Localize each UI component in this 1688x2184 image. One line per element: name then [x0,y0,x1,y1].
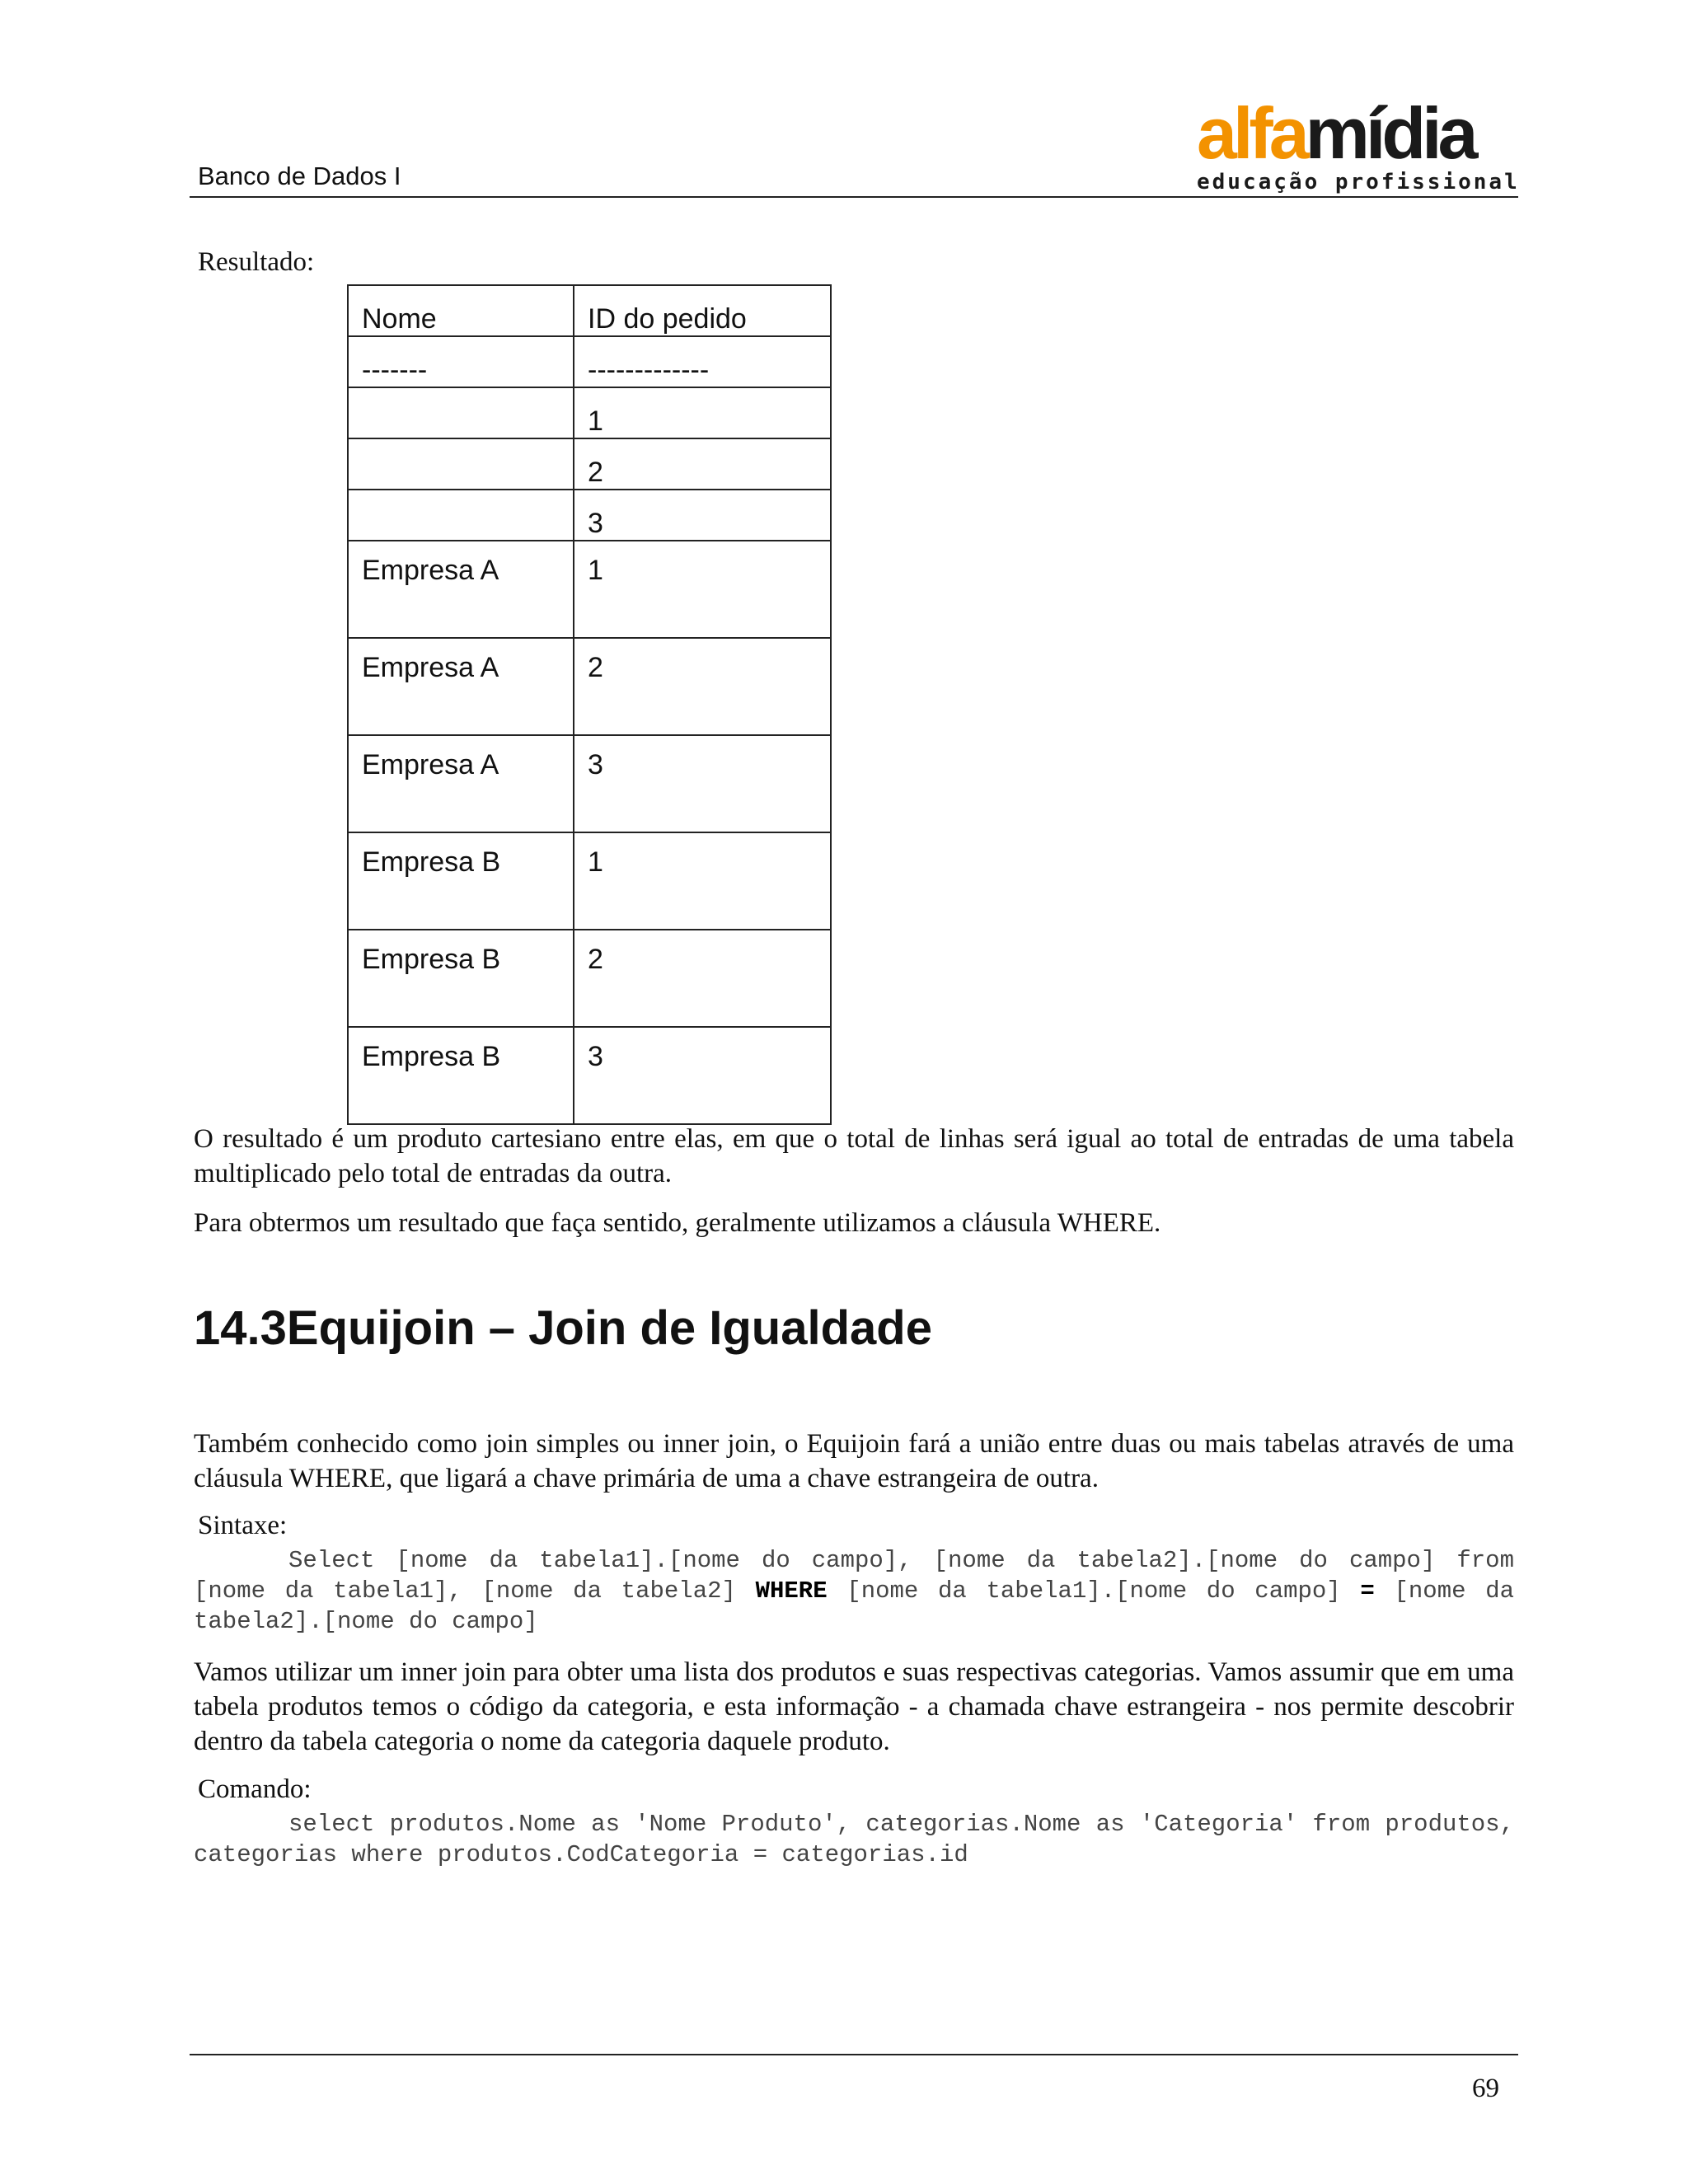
table-row [348,832,831,930]
syntax-part-1: Select [nome da tabela1].[nome do campo], [nome da tabela2].[nome do campo] from [nome da tabela1], [nome da tabela2] [194,1547,1514,1605]
table-row [348,1027,831,1124]
command-code-text: select produtos.Nome as 'Nome Produto', categorias.Nome as 'Categoria' from produtos, categorias where produtos.CodCategoria = categorias.id [194,1811,1514,1868]
section-number: 14.3 [194,1301,287,1355]
cartesian-paragraph: O resultado é um produto cartesiano entre elas, em que o total de linhas será igual ao total de entradas de uma tabela multiplicado pelo total de entradas da outra. [194,1124,1514,1188]
cell-nome: Empresa B [348,832,574,930]
header-divider [190,196,1518,198]
cell-id-pedido: 1 [574,832,831,930]
command-label: Comando: [198,1774,312,1804]
table-row [348,930,831,1027]
cell-nome [348,490,574,541]
cell-nome: Empresa A [348,735,574,832]
cell-id-pedido: ID do pedido [574,285,831,336]
cell-id-pedido: 1 [574,541,831,638]
cell-nome [348,438,574,490]
logo-alfa: alfa [1197,92,1306,174]
cell-id-pedido: 2 [574,438,831,490]
table-row [348,638,831,735]
result-table [347,284,832,1125]
logo-midia: mídia [1305,92,1475,174]
cell-id-pedido: 3 [574,1027,831,1124]
table-row [348,490,831,541]
where-hint-paragraph: Para obtermos um resultado que faça sentido, geralmente utilizamos a cláusula WHERE. [194,1208,1161,1238]
syntax-part-2: [nome da tabela1].[nome do campo] [846,1577,1341,1605]
page-number: 69 [1472,2074,1499,2103]
cell-id-pedido: 2 [574,638,831,735]
syntax-part-3: [nome da tabela2].[nome do campo] [194,1577,1515,1635]
command-code [194,1809,1514,1870]
footer-divider [190,2054,1518,2055]
table-row [348,387,831,438]
table-row [348,541,831,638]
syntax-code [194,1545,1514,1637]
cell-nome: ------- [348,336,574,387]
cell-nome: Empresa A [348,541,574,638]
cell-id-pedido: 3 [574,490,831,541]
table-row [348,438,831,490]
table-row [348,735,831,832]
alfamidia-logo [1197,92,1520,194]
result-table-body [348,285,831,1124]
cell-nome: Empresa B [348,1027,574,1124]
cell-id-pedido: 1 [574,387,831,438]
cell-nome: Empresa B [348,930,574,1027]
section-heading [194,1301,932,1356]
logo-wordmark [1197,92,1518,174]
cell-id-pedido: ------------- [574,336,831,387]
cell-nome: Empresa A [348,638,574,735]
syntax-where-keyword: WHERE [755,1577,828,1605]
table-row [348,285,831,336]
cell-id-pedido: 3 [574,735,831,832]
table-row [348,336,831,387]
document-title: Banco de Dados I [198,162,401,190]
syntax-equals-operator: = [1360,1577,1375,1605]
result-label: Resultado: [198,247,315,277]
cell-id-pedido: 2 [574,930,831,1027]
logo-tagline: educação profissional [1197,170,1520,194]
cell-nome: Nome [348,285,574,336]
syntax-label: Sintaxe: [198,1511,288,1540]
cell-nome [348,387,574,438]
section-title: Equijoin – Join de Igualdade [286,1301,932,1355]
equijoin-intro-paragraph: Também conhecido como join simples ou inner join, o Equijoin fará a união entre duas ou mais tabelas através de uma cláusula WHERE, que ligará a chave primária de uma a chave estrangeira de outra. [194,1429,1514,1493]
example-paragraph: Vamos utilizar um inner join para obter uma lista dos produtos e suas respectivas categorias. Vamos assumir que em uma tabela produtos temos o código da categoria, e esta informação - a chamada chave estrangeira - nos permite descobrir dentro da tabela categoria o nome da categoria daquele produto. [194,1657,1514,1756]
